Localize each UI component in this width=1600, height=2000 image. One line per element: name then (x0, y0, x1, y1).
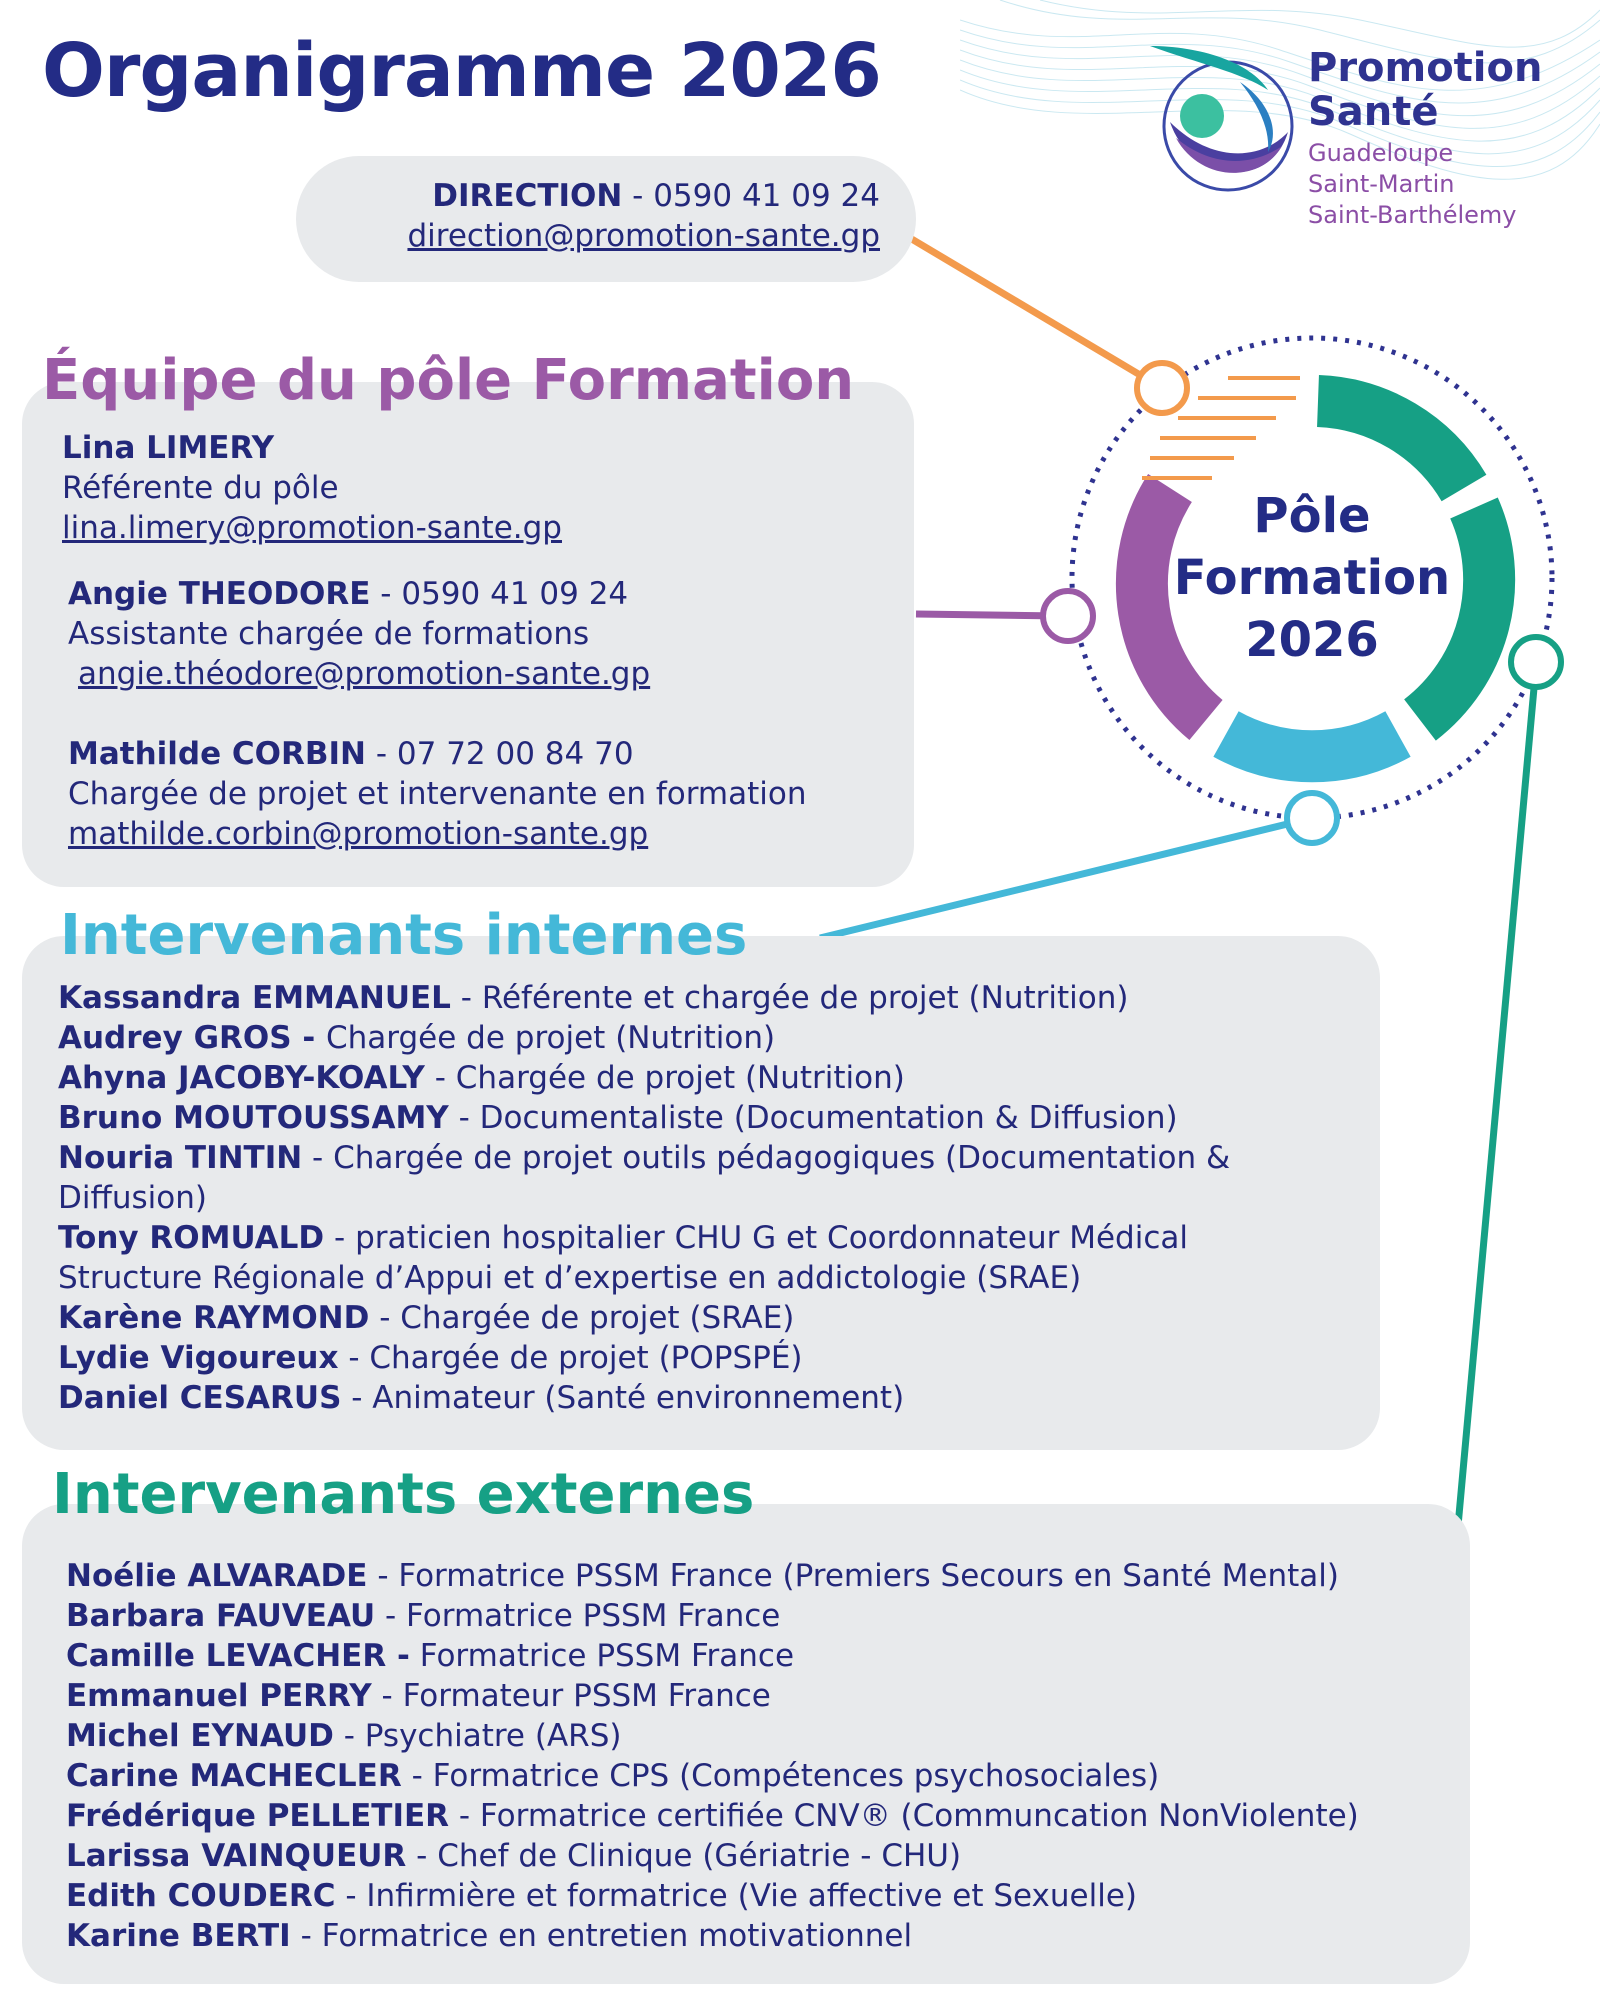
person-name: Audrey GROS - (58, 1020, 327, 1056)
logo-name-line1: Promotion (1308, 45, 1543, 91)
hub-label-line3: 2026 (1245, 612, 1379, 668)
hub-segment-purple (1142, 488, 1206, 720)
person-role: - Documentaliste (Documentation & Diffusion) (448, 1100, 1178, 1136)
list-item (58, 1178, 1230, 1218)
member-email-link[interactable]: lina.limery@promotion-sante.gp (62, 510, 562, 546)
member-phone: - 0590 41 09 24 (370, 576, 629, 612)
hub-label-line1: Pôle (1253, 488, 1371, 544)
internes-title: Intervenants internes (60, 903, 748, 968)
person-name: Barbara FAUVEAU (66, 1598, 376, 1634)
direction-phone: - 0590 41 09 24 (622, 178, 880, 214)
list-item (58, 1138, 1230, 1178)
list-item (58, 1018, 1230, 1058)
person-name: Nouria TINTIN (58, 1140, 303, 1176)
logo-name-line2: Santé (1308, 89, 1439, 135)
person-name: Michel EYNAUD (66, 1718, 334, 1754)
connector-formation (916, 614, 1062, 616)
person-role: - Chef de Clinique (Gériatrie - CHU) (406, 1838, 962, 1874)
hub-segment-teal-right (1420, 508, 1489, 720)
list-item (58, 1378, 1230, 1418)
person-role: Diffusion) (58, 1180, 207, 1216)
person-role: - Chargée de projet (SRAE) (369, 1300, 795, 1336)
list-item (66, 1916, 1359, 1956)
direction-card (296, 156, 916, 282)
person-name: Camille LEVACHER - (66, 1638, 410, 1674)
list-item (66, 1796, 1359, 1836)
person-name: Kassandra EMMANUEL (58, 980, 451, 1016)
person-role: - praticien hospitalier CHU G et Coordonnateur Médical (324, 1220, 1188, 1256)
person-name: Tony ROMUALD (58, 1220, 325, 1256)
logo-region-guadeloupe: Guadeloupe (1308, 139, 1454, 167)
externes-list (66, 1556, 1359, 1956)
logo-region-saint-martin: Saint-Martin (1308, 170, 1455, 198)
externes-title: Intervenants externes (52, 1462, 755, 1527)
formation-team-title: Équipe du pôle Formation (42, 348, 855, 413)
person-name: Emmanuel PERRY (66, 1678, 372, 1714)
formation-member (68, 734, 807, 854)
person-role: Structure Régionale d’Appui et d’expertise en addictologie (SRAE) (58, 1260, 1082, 1296)
internes-list (58, 978, 1230, 1418)
hub-label-line2: Formation (1173, 550, 1451, 606)
list-item (58, 978, 1230, 1018)
person-role: - Référente et chargée de projet (Nutrition) (450, 980, 1129, 1016)
person-name: Karine BERTI (66, 1918, 291, 1954)
member-name: Lina LIMERY (62, 430, 275, 466)
person-name: Larissa VAINQUEUR (66, 1838, 407, 1874)
hub-dotted-ring (1072, 338, 1552, 818)
person-role: - Chargée de projet outils pédagogiques (Documentation & (302, 1140, 1231, 1176)
connector-externes (1458, 666, 1536, 1526)
person-name: Lydie Vigoureux (58, 1340, 339, 1376)
list-item (58, 1218, 1230, 1258)
node-formation (1043, 591, 1093, 641)
person-role: - Formatrice CPS (Compétences psychosociales) (401, 1758, 1160, 1794)
person-name: Karène RAYMOND (58, 1300, 370, 1336)
formation-member (62, 428, 562, 548)
person-role: - Formatrice PSSM France (Premiers Secours en Santé Mental) (367, 1558, 1339, 1594)
promotion-sante-logo (1150, 42, 1580, 242)
person-role: Chargée de projet (Nutrition) (326, 1020, 776, 1056)
list-item (58, 1298, 1230, 1338)
member-name: Mathilde CORBIN (68, 736, 366, 772)
person-name: Carine MACHECLER (66, 1758, 402, 1794)
logo-region-saint-barthelemy: Saint-Barthélemy (1308, 201, 1517, 229)
person-role: - Formatrice en entretien motivationnel (290, 1918, 913, 1954)
hub-segment-cyan (1226, 734, 1398, 756)
list-item (66, 1676, 1359, 1716)
direction-email-link[interactable]: direction@promotion-sante.gp (407, 218, 880, 254)
person-role: - Chargée de projet (Nutrition) (424, 1060, 905, 1096)
hub-segment-teal-top (1318, 401, 1464, 488)
person-name: Bruno MOUTOUSSAMY (58, 1100, 449, 1136)
list-item (66, 1756, 1359, 1796)
person-role: - Animateur (Santé environnement) (341, 1380, 905, 1416)
formation-member (68, 574, 650, 694)
member-role: Chargée de projet et intervenante en formation (68, 776, 807, 812)
person-name: Ahyna JACOBY-KOALY (58, 1060, 425, 1096)
person-role: Formatrice PSSM France (409, 1638, 795, 1674)
formation-team-card (22, 382, 914, 887)
list-item (66, 1716, 1359, 1756)
person-role: - Formatrice PSSM France (375, 1598, 781, 1634)
person-name: Daniel CESARUS (58, 1380, 342, 1416)
person-role: - Infirmière et formatrice (Vie affective et Sexuelle) (335, 1878, 1138, 1914)
person-name: Noélie ALVARADE (66, 1558, 368, 1594)
node-internes (1287, 793, 1337, 843)
member-phone: - 07 72 00 84 70 (366, 736, 634, 772)
person-role: - Chargée de projet (POPSPÉ) (338, 1340, 803, 1376)
list-item (66, 1876, 1359, 1916)
direction-label: DIRECTION (432, 178, 623, 214)
node-direction (1137, 363, 1187, 413)
member-email-link[interactable]: angie.théodore@promotion-sante.gp (78, 656, 651, 692)
list-item (66, 1836, 1359, 1876)
node-externes (1511, 637, 1561, 687)
list-item (58, 1338, 1230, 1378)
list-item (66, 1556, 1359, 1596)
list-item (66, 1596, 1359, 1636)
member-email-link[interactable]: mathilde.corbin@promotion-sante.gp (68, 816, 649, 852)
person-role: - Formatrice certifiée CNV® (Communcation NonViolente) (449, 1798, 1359, 1834)
member-name: Angie THEODORE (68, 576, 371, 612)
list-item (58, 1058, 1230, 1098)
page-title: Organigramme 2026 (42, 28, 881, 114)
member-role: Référente du pôle (62, 470, 339, 506)
externes-card (22, 1504, 1470, 1984)
person-role: - Formateur PSSM France (371, 1678, 771, 1714)
person-name: Edith COUDERC (66, 1878, 336, 1914)
person-role: - Psychiatre (ARS) (333, 1718, 622, 1754)
list-item (58, 1258, 1230, 1298)
direction-details (407, 176, 880, 256)
logo-mark-icon (1150, 42, 1300, 202)
list-item (58, 1098, 1230, 1138)
member-role: Assistante chargée de formations (68, 616, 590, 652)
person-name: Frédérique PELLETIER (66, 1798, 450, 1834)
internes-card (22, 936, 1380, 1450)
list-item (66, 1636, 1359, 1676)
